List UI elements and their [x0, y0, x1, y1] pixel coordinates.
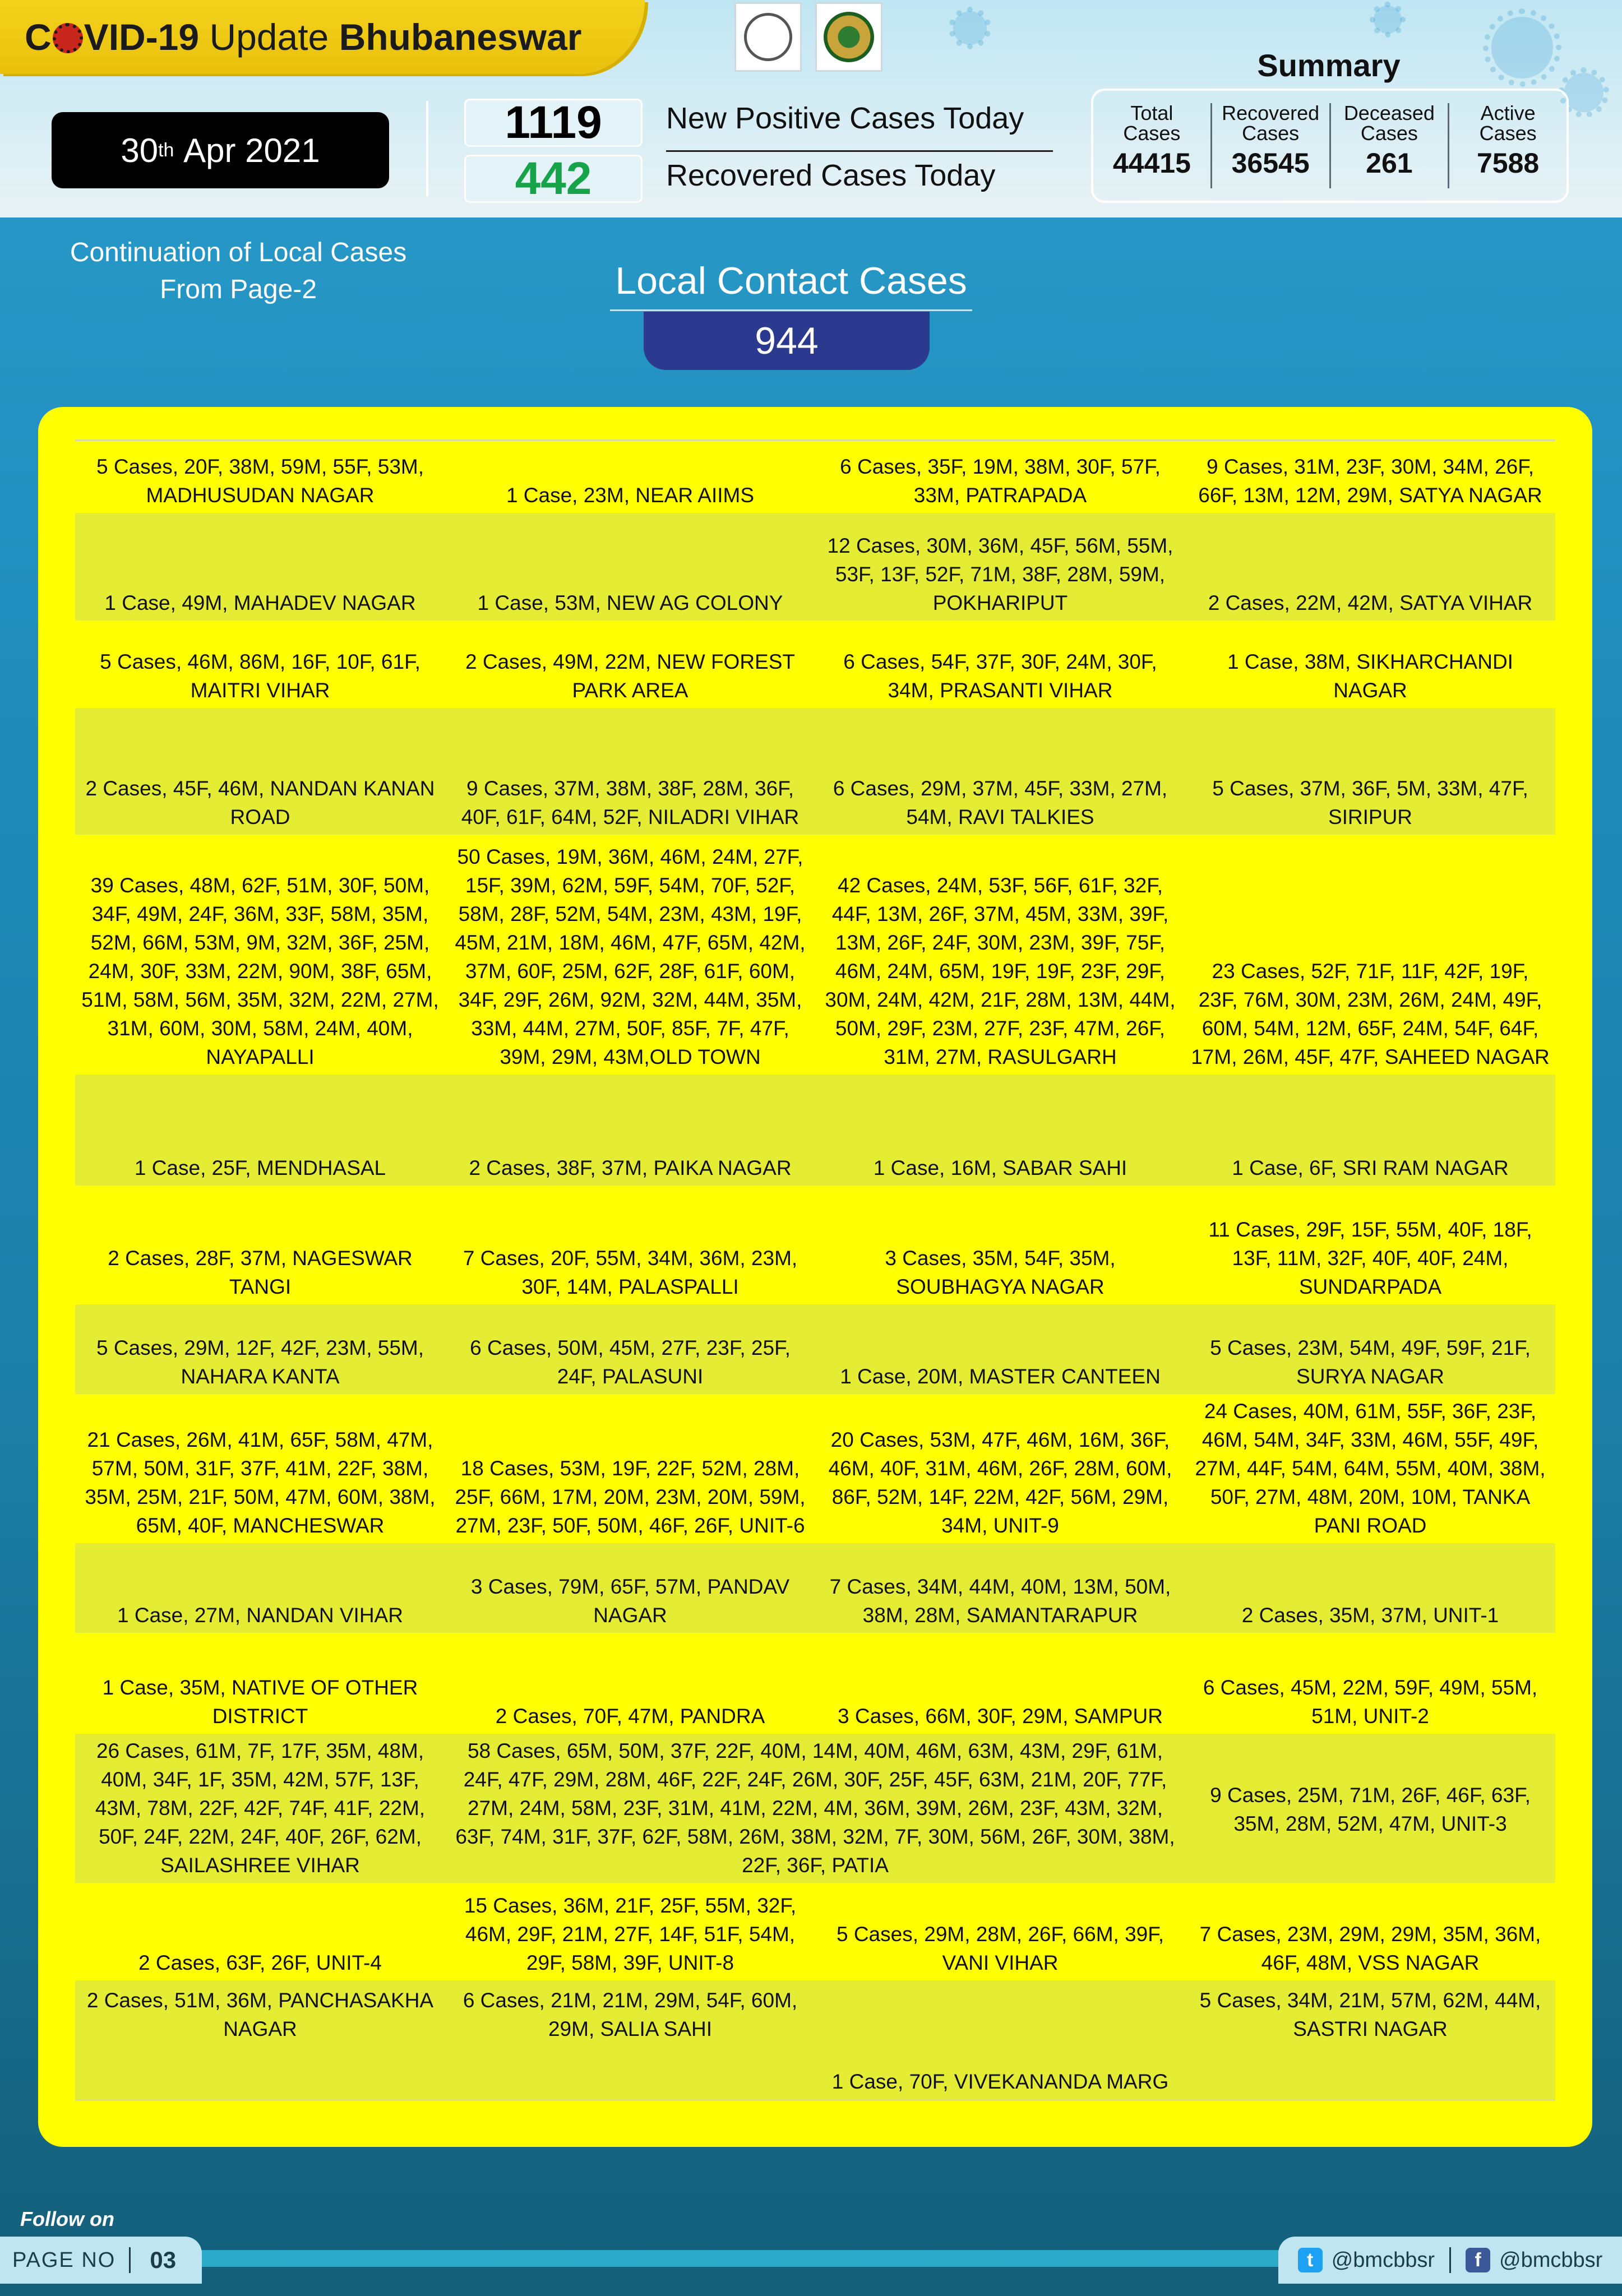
table-row [75, 1734, 1555, 1883]
divider [129, 2247, 131, 2273]
summary-title: Summary [1257, 48, 1401, 83]
facebook-handle[interactable]: @bmcbbsr [1499, 2248, 1603, 2272]
summary-value: 7588 [1477, 147, 1540, 179]
table-cell: 5 Cases, 23M, 54M, 49F, 59F, 21F, SURYA NAGAR [1210, 1336, 1531, 1388]
table-row [75, 1394, 1555, 1543]
continuation-line: From Page-2 [159, 275, 317, 304]
table-cell: 6 Cases, 21M, 21M, 29M, 54F, 60M, 29M, SALIA SAHI [463, 1989, 798, 2040]
table-cell: 11 Cases, 29F, 15F, 55M, 40F, 18F, 13F, 11M, 32F, 40F, 40F, 24M, SUNDARPADA [1208, 1218, 1532, 1298]
table-cell: 7 Cases, 20F, 55M, 34M, 36M, 23M, 30F, 14M, PALASPALLI [463, 1247, 798, 1298]
summary-label: Active [1480, 101, 1536, 124]
coronavirus-icon [53, 23, 83, 53]
table-cell: 5 Cases, 20F, 38M, 59M, 55F, 53M, MADHUSUDAN NAGAR [96, 455, 424, 507]
virus-decoration-icon [953, 11, 987, 45]
summary-label: Cases [1360, 122, 1418, 145]
table-row [75, 621, 1555, 708]
table-cell: 7 Cases, 23M, 29M, 29M, 35M, 36M, 46F, 48M, VSS NAGAR [1199, 1923, 1541, 1974]
cases-table [75, 439, 1555, 2101]
table-row [75, 1075, 1555, 1186]
continuation-note [50, 234, 426, 308]
odisha-govt-emblem-icon [734, 2, 802, 72]
summary-value: 261 [1366, 147, 1413, 179]
divider [610, 309, 972, 311]
virus-decoration-icon [1564, 73, 1603, 112]
recovered-today-count: 442 [464, 155, 643, 203]
continuation-line: Continuation of Local Cases [70, 238, 407, 267]
summary-label: Cases [1242, 122, 1300, 145]
table-cell: 1 Case, 27M, NANDAN VIHAR [117, 1604, 403, 1627]
table-cell: 1 Case, 70F, VIVEKANANDA MARG [831, 2070, 1169, 2093]
table-cell: 7 Cases, 34M, 44M, 40M, 13M, 50M, 38M, 28M, SAMANTARAPUR [829, 1575, 1171, 1627]
table-row [75, 1543, 1555, 1633]
summary-label: Cases [1123, 122, 1181, 145]
twitter-handle[interactable]: @bmcbbsr [1331, 2248, 1435, 2272]
table-cell: 3 Cases, 79M, 65F, 57M, PANDAV NAGAR [470, 1575, 790, 1627]
table-cell: 1 Case, 16M, SABAR SAHI [873, 1156, 1127, 1179]
table-cell: 1 Case, 23M, NEAR AIIMS [506, 484, 755, 507]
divider [426, 101, 428, 196]
table-cell: 6 Cases, 50M, 45M, 27F, 23F, 25F, 24F, PALASUNI [470, 1336, 791, 1388]
table-cell: 2 Cases, 70F, 47M, PANDRA [495, 1705, 765, 1728]
table-cell: 6 Cases, 29M, 37M, 45F, 33M, 27M, 54M, RAVI TALKIES [833, 777, 1168, 828]
table-cell: 1 Case, 38M, SIKHARCHANDI NAGAR [1227, 650, 1513, 702]
table-cell: 42 Cases, 24M, 53F, 56F, 61F, 32F, 44F, 13M, 26F, 37M, 45M, 33M, 39F, 13M, 26F, 24F, 30M, 23M, 39F, 75F, 46M, 24M, 65M, 19F, 19F, 23F, 29F, 30M, 24M, 42M, 21F, 28M, 13M, 44M, 50M, 29F, 23M, 27F, 23F, 47M, 26F, 31M, 27M, RASULGARH [825, 874, 1176, 1068]
virus-decoration-icon [1374, 6, 1402, 34]
table-cell: 5 Cases, 37M, 36F, 5M, 33M, 47F, SIRIPUR [1212, 777, 1528, 828]
title-banner [0, 0, 645, 74]
table-cell: 6 Cases, 54F, 37F, 30F, 24M, 30F, 34M, PRASANTI VIHAR [843, 650, 1157, 702]
table-cell: 21 Cases, 26M, 41M, 65F, 58M, 47M, 57M, 50M, 31F, 37F, 41M, 22F, 38M, 35M, 25M, 21F, 50M, 47M, 60M, 38M, 65M, 40F, MANCHESWAR [85, 1428, 436, 1537]
page-number: 03 [150, 2247, 177, 2273]
table-row [75, 1883, 1555, 1980]
table-cell: 9 Cases, 37M, 38M, 38F, 28M, 36F, 40F, 61F, 64M, 52F, NILADRI VIHAR [461, 777, 800, 828]
divider [1449, 2247, 1451, 2273]
divider [666, 150, 1053, 152]
table-cell: 2 Cases, 51M, 36M, PANCHASAKHA NAGAR [86, 1989, 434, 2040]
table-cell: 9 Cases, 31M, 23F, 30M, 34M, 26F, 66F, 13M, 12M, 29M, SATYA NAGAR [1198, 455, 1542, 507]
page-title: C VID-19 Update Bhubaneswar [25, 16, 582, 58]
report-date: 30 th Apr 2021 [52, 112, 389, 188]
table-cell: 1 Case, 25F, MENDHASAL [134, 1156, 386, 1179]
table-cell: 1 Case, 6F, SRI RAM NAGAR [1232, 1156, 1509, 1179]
table-cell: 23 Cases, 52F, 71F, 11F, 42F, 19F, 23F, 76M, 30M, 23M, 26M, 24M, 49F, 60M, 54M, 12M, 65F, 24M, 54F, 64F, 17M, 26M, 45F, 47F, SAHEED NAGAR [1191, 960, 1550, 1068]
summary-label: Recovered [1222, 101, 1320, 124]
table-cell: 24 Cases, 40M, 61M, 55F, 36F, 23F, 46M, 54M, 34F, 33M, 46M, 55F, 49F, 27M, 44F, 54M, 64M, 55M, 40M, 38M, 50F, 27M, 48M, 20M, 10M, TANKA PANI ROAD [1195, 1400, 1546, 1537]
summary-value: 44415 [1112, 147, 1191, 179]
table-cell: 1 Case, 53M, NEW AG COLONY [477, 591, 783, 614]
table-cell: 3 Cases, 35M, 54F, 35M, SOUBHAGYA NAGAR [885, 1247, 1116, 1298]
table-row [75, 1633, 1555, 1734]
summary-value: 36545 [1231, 147, 1310, 179]
cases-panel [38, 407, 1592, 2147]
table-row [75, 1980, 1555, 2099]
table-row [75, 441, 1555, 513]
summary-label: Total [1130, 101, 1173, 124]
summary-deceased [1331, 103, 1450, 188]
table-row [75, 1304, 1555, 1394]
follow-on-label: Follow on [20, 2207, 114, 2230]
table-cell: 5 Cases, 29M, 12F, 42F, 23M, 55M, NAHARA KANTA [96, 1336, 424, 1388]
table-cell: 9 Cases, 25M, 71M, 26F, 46F, 63F, 35M, 28M, 52M, 47M, UNIT-3 [1210, 1784, 1531, 1835]
header [0, 0, 1622, 217]
table-cell: 5 Cases, 34M, 21M, 57M, 62M, 44M, SASTRI NAGAR [1199, 1989, 1541, 2040]
twitter-icon[interactable]: t [1298, 2248, 1323, 2272]
table-cell: 5 Cases, 46M, 86M, 16F, 10F, 61F, MAITRI VIHAR [100, 650, 420, 702]
table-cell: 15 Cases, 36M, 21F, 25F, 55M, 32F, 46M, 29F, 21M, 27F, 14F, 51F, 54M, 29F, 58M, 39F, UNIT-8 [464, 1894, 797, 1974]
table-cell: 2 Cases, 22M, 42M, SATYA VIHAR [1208, 591, 1533, 614]
table-row [75, 513, 1555, 621]
table-cell: 18 Cases, 53M, 19F, 22F, 52M, 28M, 25F, 66M, 17M, 20M, 23M, 20M, 59M, 27M, 23F, 50F, 50M, 46F, 26F, UNIT-6 [455, 1457, 806, 1537]
table-cell: 50 Cases, 19M, 36M, 46M, 24M, 27F, 15F, 39M, 62M, 59F, 54M, 70F, 52F, 58M, 28F, 52M, 54M, 23M, 43M, 19F, 45M, 21M, 18M, 46M, 47F, 65M, 42M, 37M, 60F, 25M, 62F, 28F, 61F, 60M, 34F, 29F, 26M, 92M, 32M, 44M, 35M, 33M, 44M, 27M, 50F, 85F, 7F, 47F, 39M, 29M, 43M,OLD TOWN [455, 845, 806, 1068]
table-cell: 5 Cases, 29M, 28M, 26F, 66M, 39F, VANI VIHAR [836, 1923, 1164, 1974]
table-cell: 39 Cases, 48M, 62F, 51M, 30F, 50M, 34F, 49M, 24F, 36M, 33F, 58M, 35M, 52M, 66M, 53M, 9M, 32M, 36F, 25M, 24M, 30F, 33M, 22M, 90M, 38F, 65M, 51M, 58M, 56M, 35M, 32M, 22M, 27M, 31M, 60M, 30M, 58M, 24M, 40M, NAYAPALLI [81, 874, 439, 1068]
new-positive-label: New Positive Cases Today [666, 101, 1024, 135]
table-cell: 2 Cases, 28F, 37M, NAGESWAR TANGI [108, 1247, 413, 1298]
summary-label: Deceased [1343, 101, 1435, 124]
table-row [75, 1186, 1555, 1304]
summary-label: Cases [1479, 122, 1537, 145]
section-title: Local Contact Cases [615, 260, 967, 302]
summary-recovered [1212, 103, 1331, 188]
table-cell: 2 Cases, 63F, 26F, UNIT-4 [138, 1951, 382, 1974]
table-cell: 58 Cases, 65M, 50M, 37F, 22F, 40M, 14M, 40M, 46M, 63M, 43M, 29F, 61M, 24F, 47F, 29M, 28M, 46F, 22F, 24F, 26M, 30F, 25F, 45F, 63M, 21M, 20F, 77F, 27M, 24M, 58M, 23F, 31M, 41M, 22M, 4M, 36M, 39M, 26M, 23F, 43M, 32M, 63F, 74M, 31F, 37F, 62F, 58M, 26M, 38M, 32M, 7F, 30M, 56M, 26F, 30M, 38M, 22F, 36F, PATIA [455, 1739, 1175, 1877]
table-cell: 2 Cases, 38F, 37M, PAIKA NAGAR [469, 1156, 792, 1179]
bmc-logo-icon [815, 2, 882, 72]
table-cell: 6 Cases, 35F, 19M, 38M, 30F, 57F, 33M, PATRAPADA [840, 455, 1161, 507]
page-label: PAGE NO [12, 2248, 116, 2272]
page-number-tab [0, 2237, 202, 2284]
table-cell: 1 Case, 20M, MASTER CANTEEN [840, 1365, 1161, 1388]
table-cell: 3 Cases, 66M, 30F, 29M, SAMPUR [838, 1705, 1163, 1728]
summary-box [1091, 89, 1569, 203]
table-cell: 1 Case, 35M, NATIVE OF OTHER DISTRICT [102, 1676, 418, 1728]
new-positive-count: 1119 [464, 99, 643, 147]
table-row [75, 835, 1555, 1075]
table-cell: 26 Cases, 61M, 7F, 17F, 35M, 48M, 40M, 34F, 1F, 35M, 42M, 57F, 13F, 43M, 78M, 22F, 42F, 74F, 41F, 22M, 50F, 24F, 22M, 24F, 40F, 26F, 62M, SAILASHREE VIHAR [95, 1739, 426, 1877]
table-cell: 12 Cases, 30M, 36M, 45F, 56M, 55M, 53F, 13F, 52F, 71M, 38F, 28M, 59M, POKHARIPUT [827, 534, 1173, 614]
table-cell: 6 Cases, 45M, 22M, 59F, 49M, 55M, 51M, UNIT-2 [1203, 1676, 1538, 1728]
social-links [1278, 2237, 1622, 2284]
facebook-icon[interactable]: f [1466, 2248, 1490, 2272]
summary-active [1449, 103, 1566, 188]
table-cell: 20 Cases, 53M, 47F, 46M, 16M, 36F, 46M, 40F, 31M, 46M, 26F, 28M, 60M, 86F, 52M, 14F, 22M, 42F, 56M, 29M, 34M, UNIT-9 [828, 1428, 1172, 1537]
table-cell: 1 Case, 49M, MAHADEV NAGAR [104, 591, 416, 614]
table-cell: 2 Cases, 49M, 22M, NEW FOREST PARK AREA [465, 650, 796, 702]
table-row [75, 708, 1555, 835]
recovered-today-label: Recovered Cases Today [666, 159, 996, 192]
table-cell: 2 Cases, 35M, 37M, UNIT-1 [1241, 1604, 1499, 1627]
table-cell: 2 Cases, 45F, 46M, NANDAN KANAN ROAD [85, 777, 435, 828]
section-count: 944 [644, 312, 930, 370]
summary-total [1093, 103, 1212, 188]
